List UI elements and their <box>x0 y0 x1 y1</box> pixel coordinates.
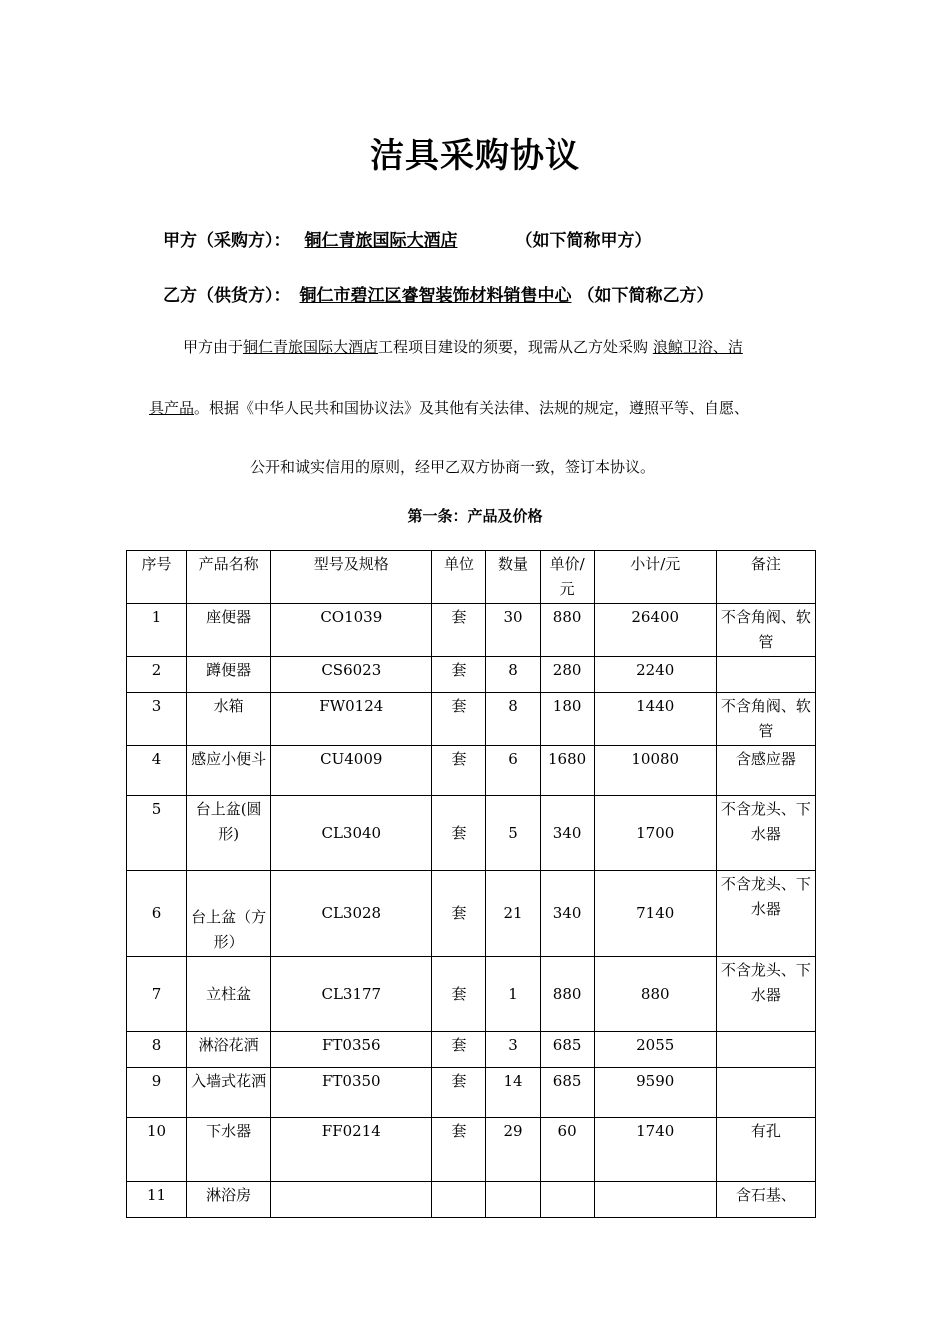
cell-subtotal: 880 <box>594 957 716 1032</box>
party-b-name: 铜仁市碧江区睿智装饰材料销售中心 <box>299 286 572 306</box>
party-a-label: 甲方（采购方）： <box>163 231 291 251</box>
cell-subtotal: 26400 <box>594 604 716 657</box>
cell-qty: 30 <box>486 604 540 657</box>
intro-text: 甲方由于 <box>183 338 244 356</box>
cell-note: 不含龙头、下水器 <box>716 871 815 957</box>
cell-note: 不含角阀、软管 <box>716 693 815 746</box>
cell-unit: 套 <box>432 693 486 746</box>
party-b-line <box>163 281 714 306</box>
party-b-note: （如下简称乙方） <box>577 286 714 306</box>
cell-model: FW0124 <box>271 693 432 746</box>
header-cell: 小计/元 <box>594 551 716 604</box>
cell-name: 感应小便斗 <box>187 746 271 796</box>
party-a-note: （如下简称甲方） <box>515 231 652 251</box>
cell-no: 8 <box>127 1032 187 1068</box>
cell-price: 685 <box>540 1068 594 1118</box>
cell-unit: 套 <box>432 746 486 796</box>
header-cell: 产品名称 <box>187 551 271 604</box>
cell-subtotal: 10080 <box>594 746 716 796</box>
cell-note <box>716 657 815 693</box>
cell-name: 下水器 <box>187 1118 271 1182</box>
cell-model: FT0356 <box>271 1032 432 1068</box>
cell-model <box>271 1182 432 1218</box>
header-cell: 单位 <box>432 551 486 604</box>
cell-no: 7 <box>127 957 187 1032</box>
section-title: 第一条：产品及价格 <box>407 507 543 525</box>
cell-subtotal: 1740 <box>594 1118 716 1182</box>
cell-unit: 套 <box>432 796 486 871</box>
cell-price: 685 <box>540 1032 594 1068</box>
cell-no: 1 <box>127 604 187 657</box>
cell-unit: 套 <box>432 1032 486 1068</box>
party-a-name: 铜仁青旅国际大酒店 <box>304 231 458 251</box>
cell-price: 880 <box>540 957 594 1032</box>
cell-qty: 6 <box>486 746 540 796</box>
cell-note: 不含龙头、下水器 <box>716 957 815 1032</box>
cell-price: 60 <box>540 1118 594 1182</box>
header-cell: 型号及规格 <box>271 551 432 604</box>
cell-price: 880 <box>540 604 594 657</box>
intro-line-3: 公开和诚实信用的原则，经甲乙双方协商一致，签订本协议。 <box>250 458 656 476</box>
cell-price: 180 <box>540 693 594 746</box>
cell-name: 座便器 <box>187 604 271 657</box>
cell-subtotal: 7140 <box>594 871 716 957</box>
cell-unit: 套 <box>432 871 486 957</box>
table-row <box>127 604 816 657</box>
cell-qty <box>486 1182 540 1218</box>
header-cell: 单价/元 <box>540 551 594 604</box>
table-row <box>127 693 816 746</box>
intro-product-tail: 具产品 <box>149 399 195 417</box>
header-cell: 备注 <box>716 551 815 604</box>
cell-note: 含石基、 <box>716 1182 815 1218</box>
cell-unit: 套 <box>432 1118 486 1182</box>
cell-name: 立柱盆 <box>187 957 271 1032</box>
intro-hotel-name: 铜仁青旅国际大酒店 <box>243 338 379 356</box>
cell-name: 水箱 <box>187 693 271 746</box>
cell-qty: 29 <box>486 1118 540 1182</box>
cell-model: CO1039 <box>271 604 432 657</box>
table-row <box>127 1032 816 1068</box>
intro-text: 工程项目建设的须要，现需从乙方处采购 <box>378 338 653 356</box>
cell-unit: 套 <box>432 604 486 657</box>
header-cell: 数量 <box>486 551 540 604</box>
product-price-table <box>126 550 816 1218</box>
intro-product-brand: 浪鲸卫浴、洁 <box>652 338 743 356</box>
table-row <box>127 746 816 796</box>
cell-note <box>716 1032 815 1068</box>
cell-price: 340 <box>540 796 594 871</box>
table-row <box>127 1118 816 1182</box>
cell-qty: 3 <box>486 1032 540 1068</box>
cell-unit <box>432 1182 486 1218</box>
cell-note <box>716 1068 815 1118</box>
table-row <box>127 1182 816 1218</box>
cell-subtotal <box>594 1182 716 1218</box>
cell-model: CL3028 <box>271 871 432 957</box>
cell-subtotal: 1700 <box>594 796 716 871</box>
cell-qty: 8 <box>486 693 540 746</box>
cell-no: 10 <box>127 1118 187 1182</box>
cell-unit: 套 <box>432 957 486 1032</box>
cell-qty: 5 <box>486 796 540 871</box>
cell-no: 6 <box>127 871 187 957</box>
cell-no: 3 <box>127 693 187 746</box>
intro-text: 。根据《中华人民共和国协议法》及其他有关法律、法规的规定，遵照平等、自愿、 <box>194 399 750 417</box>
cell-qty: 21 <box>486 871 540 957</box>
cell-qty: 14 <box>486 1068 540 1118</box>
cell-subtotal: 1440 <box>594 693 716 746</box>
cell-price <box>540 1182 594 1218</box>
cell-model: FF0214 <box>271 1118 432 1182</box>
table-row <box>127 871 816 957</box>
cell-name: 台上盆（方形） <box>187 871 271 957</box>
cell-subtotal: 2055 <box>594 1032 716 1068</box>
cell-no: 2 <box>127 657 187 693</box>
cell-model: CL3177 <box>271 957 432 1032</box>
cell-no: 5 <box>127 796 187 871</box>
table-row <box>127 657 816 693</box>
cell-note: 含感应器 <box>716 746 815 796</box>
cell-price: 340 <box>540 871 594 957</box>
document-title: 洁具采购协议 <box>370 136 580 176</box>
table-header-row <box>127 551 816 604</box>
cell-unit: 套 <box>432 657 486 693</box>
cell-price: 1680 <box>540 746 594 796</box>
header-cell: 序号 <box>127 551 187 604</box>
intro-line-2 <box>149 397 749 418</box>
cell-no: 9 <box>127 1068 187 1118</box>
cell-qty: 8 <box>486 657 540 693</box>
table-row <box>127 796 816 871</box>
cell-model: CS6023 <box>271 657 432 693</box>
party-b-label: 乙方（供货方）： <box>163 286 291 306</box>
cell-no: 11 <box>127 1182 187 1218</box>
table-row <box>127 957 816 1032</box>
cell-note: 不含角阀、软管 <box>716 604 815 657</box>
table-row <box>127 1068 816 1118</box>
cell-subtotal: 2240 <box>594 657 716 693</box>
cell-price: 280 <box>540 657 594 693</box>
cell-name: 蹲便器 <box>187 657 271 693</box>
cell-model: CL3040 <box>271 796 432 871</box>
cell-note: 有孔 <box>716 1118 815 1182</box>
cell-unit: 套 <box>432 1068 486 1118</box>
cell-name: 淋浴花洒 <box>187 1032 271 1068</box>
party-a-line <box>163 226 652 251</box>
cell-note: 不含龙头、下水器 <box>716 796 815 871</box>
intro-line-1 <box>183 336 743 357</box>
cell-name: 入墙式花洒 <box>187 1068 271 1118</box>
cell-model: FT0350 <box>271 1068 432 1118</box>
cell-no: 4 <box>127 746 187 796</box>
cell-qty: 1 <box>486 957 540 1032</box>
cell-name: 台上盆(圆形) <box>187 796 271 871</box>
cell-subtotal: 9590 <box>594 1068 716 1118</box>
cell-model: CU4009 <box>271 746 432 796</box>
cell-name: 淋浴房 <box>187 1182 271 1218</box>
